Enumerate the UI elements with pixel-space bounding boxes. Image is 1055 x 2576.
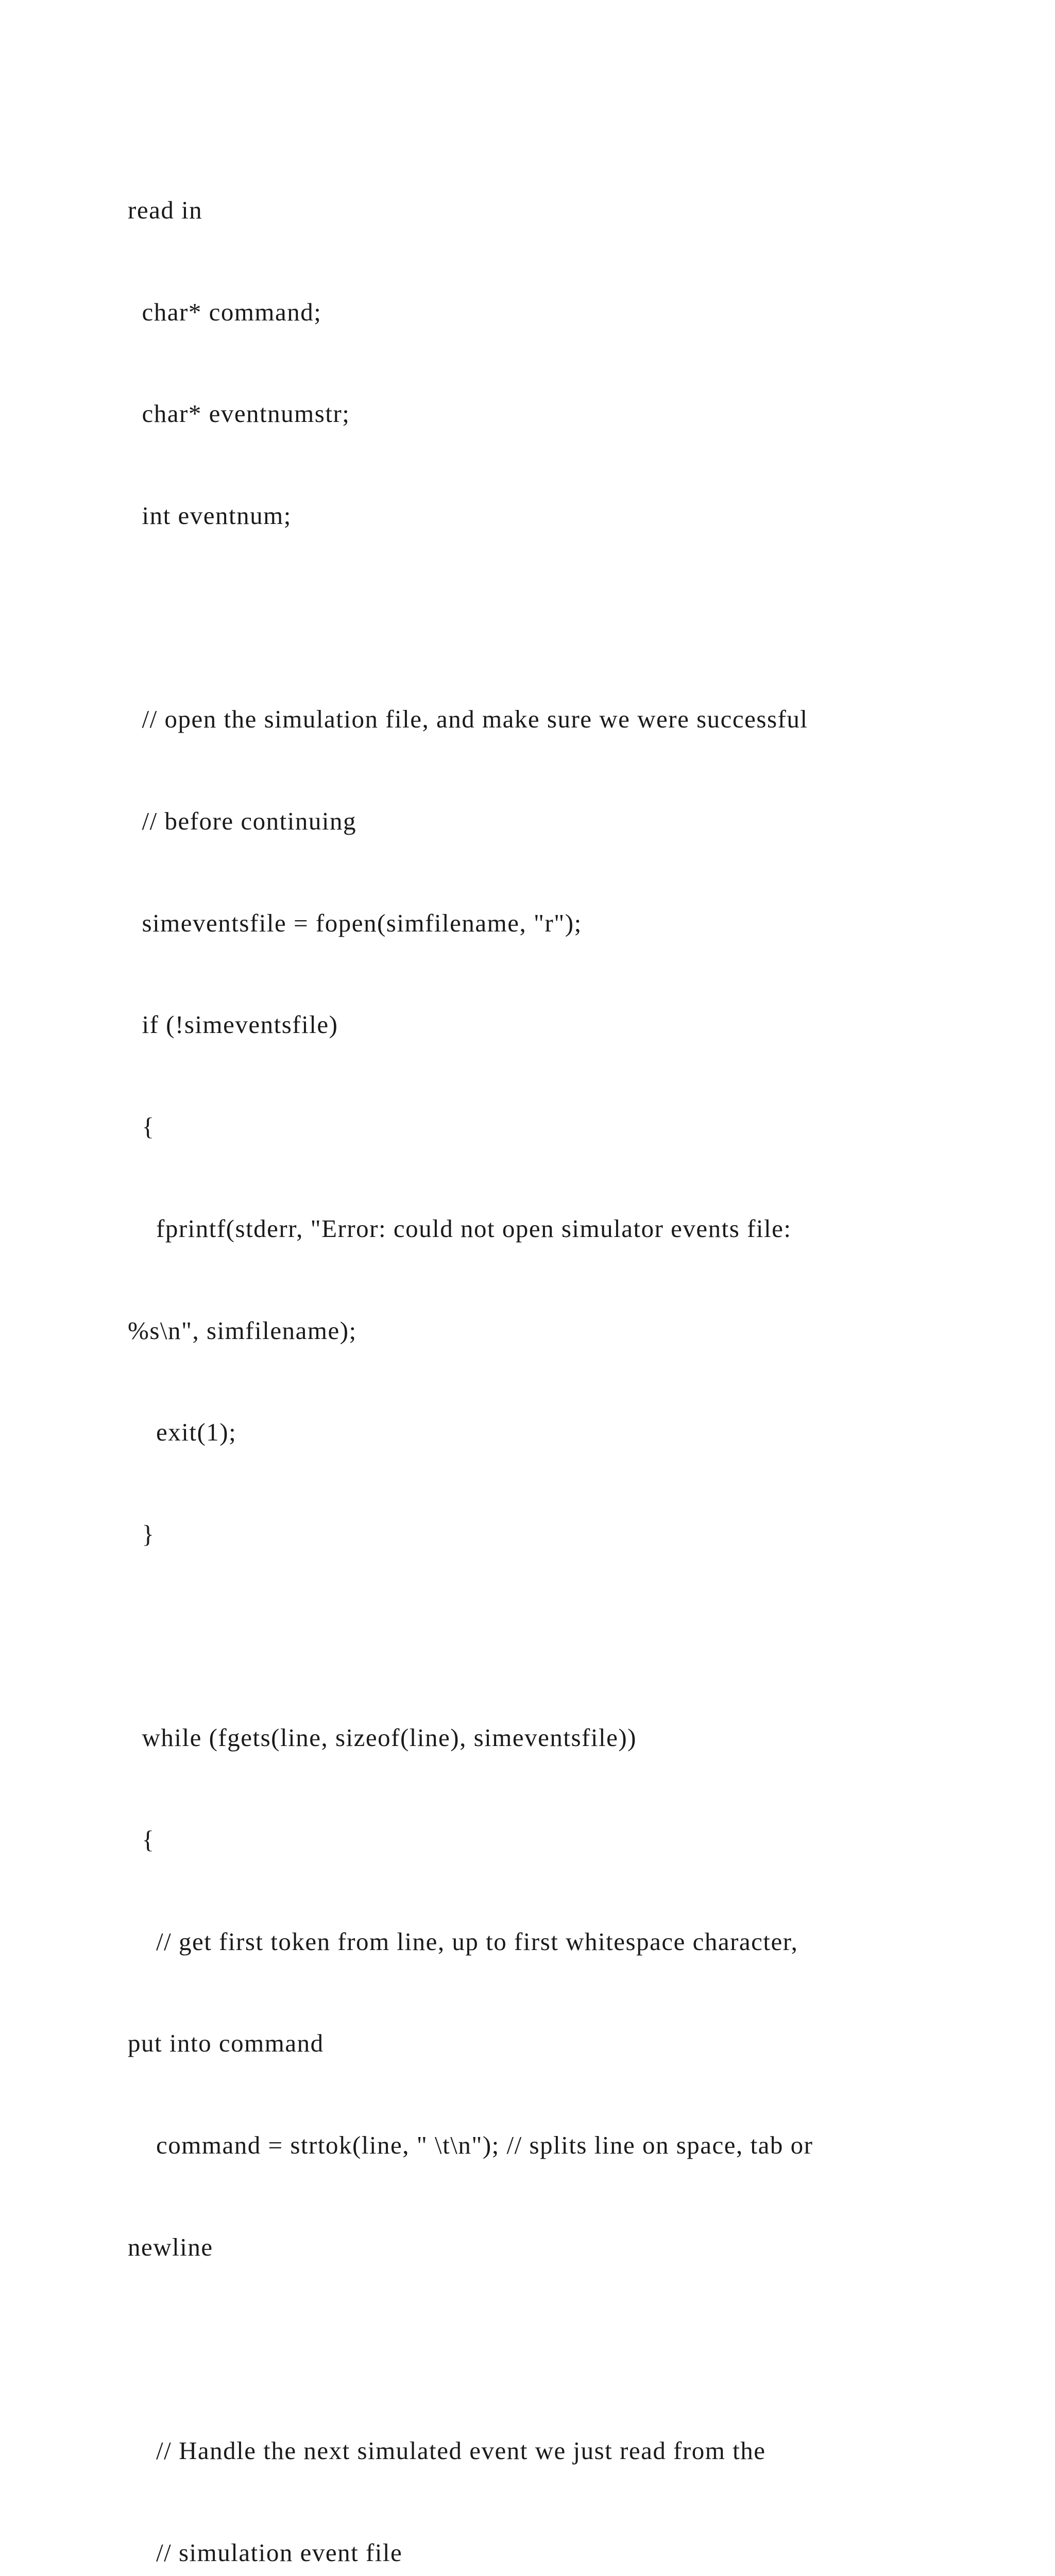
text-line: read in <box>128 195 203 224</box>
text-line: { <box>128 1112 155 1141</box>
text-line: exit(1); <box>128 1418 237 1447</box>
text-line: while (fgets(line, sizeof(line), simeventsfile)) <box>128 1723 637 1752</box>
text-line: { <box>128 1825 155 1854</box>
text-line: // Handle the next simulated event we just read from the <box>128 2436 766 2465</box>
code-text-block <box>128 125 1014 2576</box>
text-line: // get first token from line, up to first whitespace character, <box>128 1927 806 1956</box>
text-line: int eventnum; <box>128 501 292 530</box>
text-line: command = strtok(line, " \t\n"); // splits line on space, tab or <box>128 2131 821 2160</box>
text-line: newline <box>128 2232 213 2261</box>
text-line: if (!simeventsfile) <box>128 1010 338 1039</box>
blank-line <box>128 2332 1014 2366</box>
text-line: char* eventnumstr; <box>128 399 350 428</box>
blank-line <box>128 1619 1014 1653</box>
text-line: %s\n", simfilename); <box>128 1316 357 1345</box>
text-line: // open the simulation file, and make sure we were successful <box>128 705 808 734</box>
text-line: // before continuing <box>128 807 356 836</box>
text-line: put into command <box>128 2029 324 2058</box>
text-line: char* command; <box>128 297 322 326</box>
text-line: } <box>128 1519 155 1548</box>
text-line: simeventsfile = fopen(simfilename, "r"); <box>128 908 582 937</box>
blank-line <box>128 601 1014 635</box>
text-line: fprintf(stderr, "Error: could not open simulator events file: <box>128 1214 799 1243</box>
text-line: // simulation event file <box>128 2538 403 2567</box>
